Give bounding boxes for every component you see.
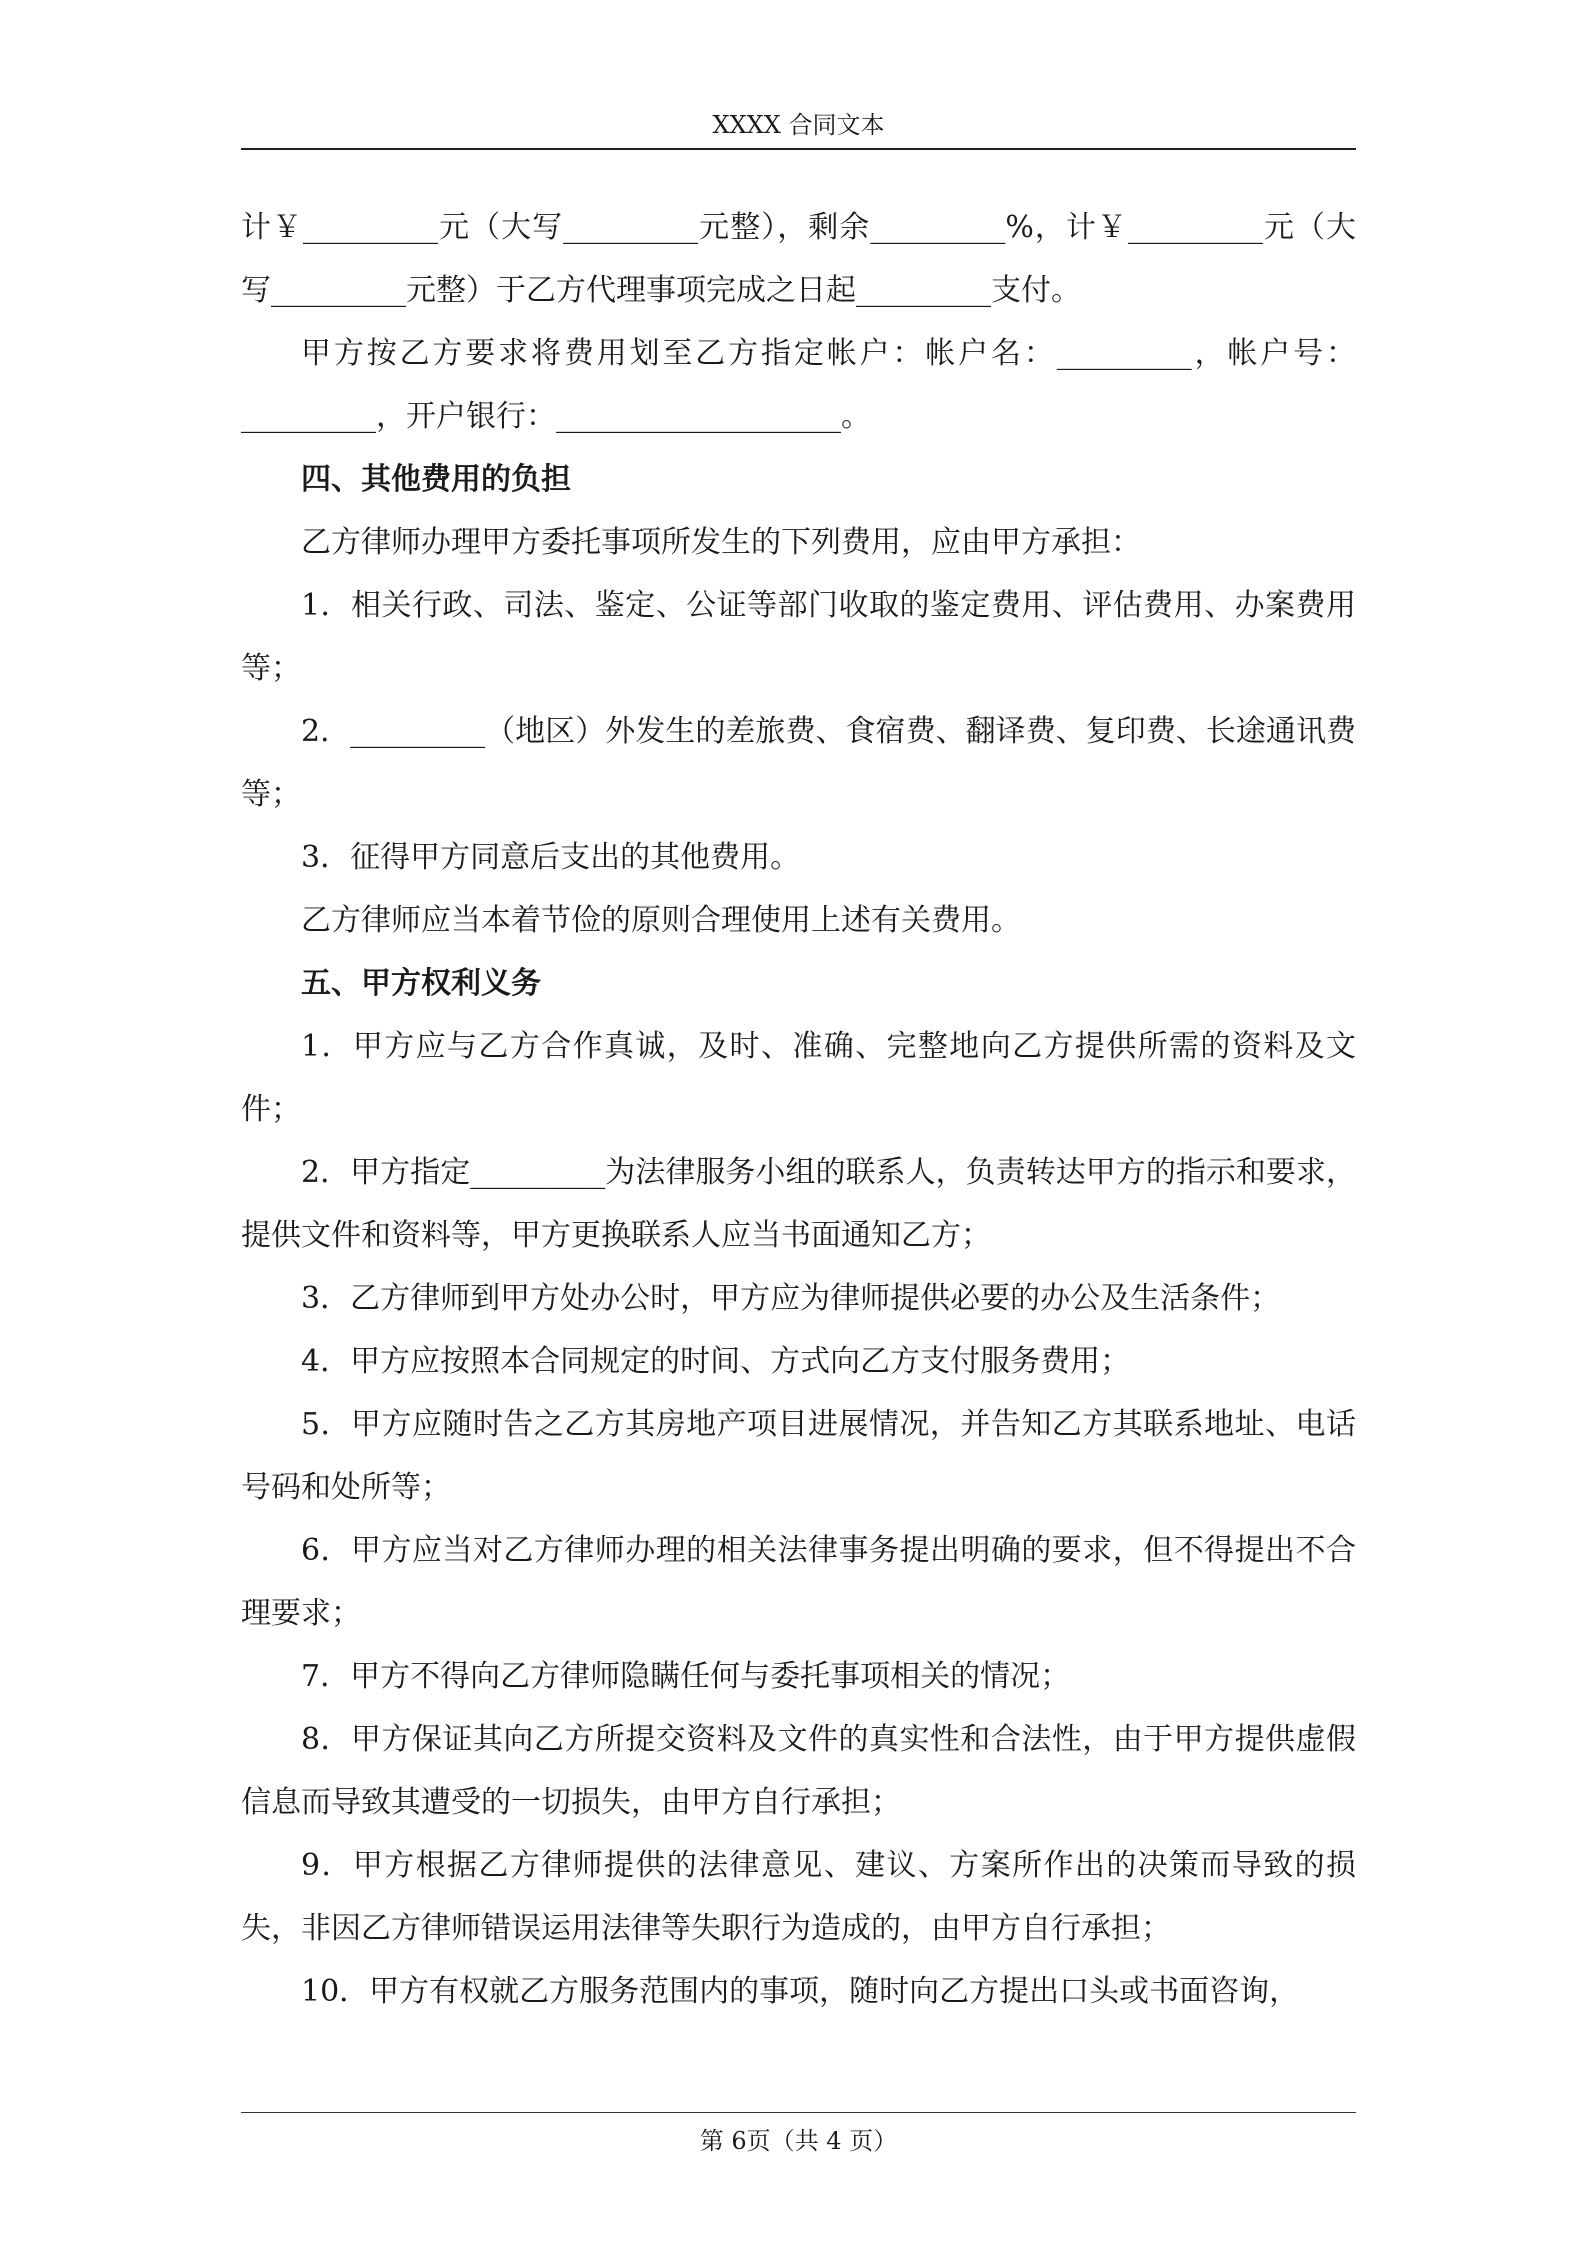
paragraph: 4．甲方应按照本合同规定的时间、方式向乙方支付服务费用； [301, 1344, 1131, 1379]
paragraph: 1．相关行政、司法、鉴定、公证等部门收取的鉴定费用、评估费用、办案费用等； [241, 588, 1356, 686]
paragraph: 9．甲方根据乙方律师提供的法律意见、建议、方案所作出的决策而导致的损失，非因乙方律师错误运用法律等失职行为造成的，由甲方自行承担； [241, 1848, 1356, 1946]
paragraph: 10．甲方有权就乙方服务范围内的事项，随时向乙方提出口头或书面咨询， [301, 1974, 1300, 2009]
paragraph: 3．征得甲方同意后支出的其他费用。 [301, 840, 801, 875]
document-body [241, 196, 1356, 2023]
paragraph: 乙方律师应当本着节俭的原则合理使用上述有关费用。 [301, 903, 1021, 938]
paragraph: 1．甲方应与乙方合作真诚，及时、准确、完整地向乙方提供所需的资料及文件； [241, 1029, 1356, 1127]
paragraph: 3．乙方律师到甲方处办公时，甲方应为律师提供必要的办公及生活条件； [301, 1281, 1281, 1316]
paragraph: 2．_________（地区）外发生的差旅费、食宿费、翻译费、复印费、长途通讯费等； [241, 714, 1356, 812]
paragraph: 8．甲方保证其向乙方所提交资料及文件的真实性和合法性，由于甲方提供虚假信息而导致其遭受的一切损失，由甲方自行承担； [241, 1722, 1356, 1820]
paragraph: 2．甲方指定_________为法律服务小组的联系人，负责转达甲方的指示和要求，提供文件和资料等，甲方更换联系人应当书面通知乙方； [241, 1155, 1356, 1253]
page-header-title: XXXX 合同文本 [712, 111, 885, 139]
paragraph: 乙方律师办理甲方委托事项所发生的下列费用，应由甲方承担： [301, 525, 1141, 560]
page-number: 第 6页（共 4 页） [699, 2127, 898, 2155]
header-divider [241, 148, 1356, 150]
paragraph: 7．甲方不得向乙方律师隐瞒任何与委托事项相关的情况； [301, 1659, 1071, 1694]
paragraph: 甲方按乙方要求将费用划至乙方指定帐户：帐户名：_________，帐户号：_________，开户银行：___________________。 [241, 336, 1356, 434]
paragraph: 5．甲方应随时告之乙方其房地产项目进展情况，并告知乙方其联系地址、电话号码和处所等； [241, 1407, 1356, 1505]
footer-divider [241, 2112, 1356, 2113]
paragraph: 6．甲方应当对乙方律师办理的相关法律事务提出明确的要求，但不得提出不合理要求； [241, 1533, 1356, 1631]
paragraph: 计￥_________元（大写_________元整），剩余_________%，计￥_________元（大写_________元整）于乙方代理事项完成之日起_________支付。 [241, 210, 1356, 308]
section-heading: 四、其他费用的负担 [301, 462, 571, 497]
section-heading: 五、甲方权利义务 [301, 966, 541, 1001]
